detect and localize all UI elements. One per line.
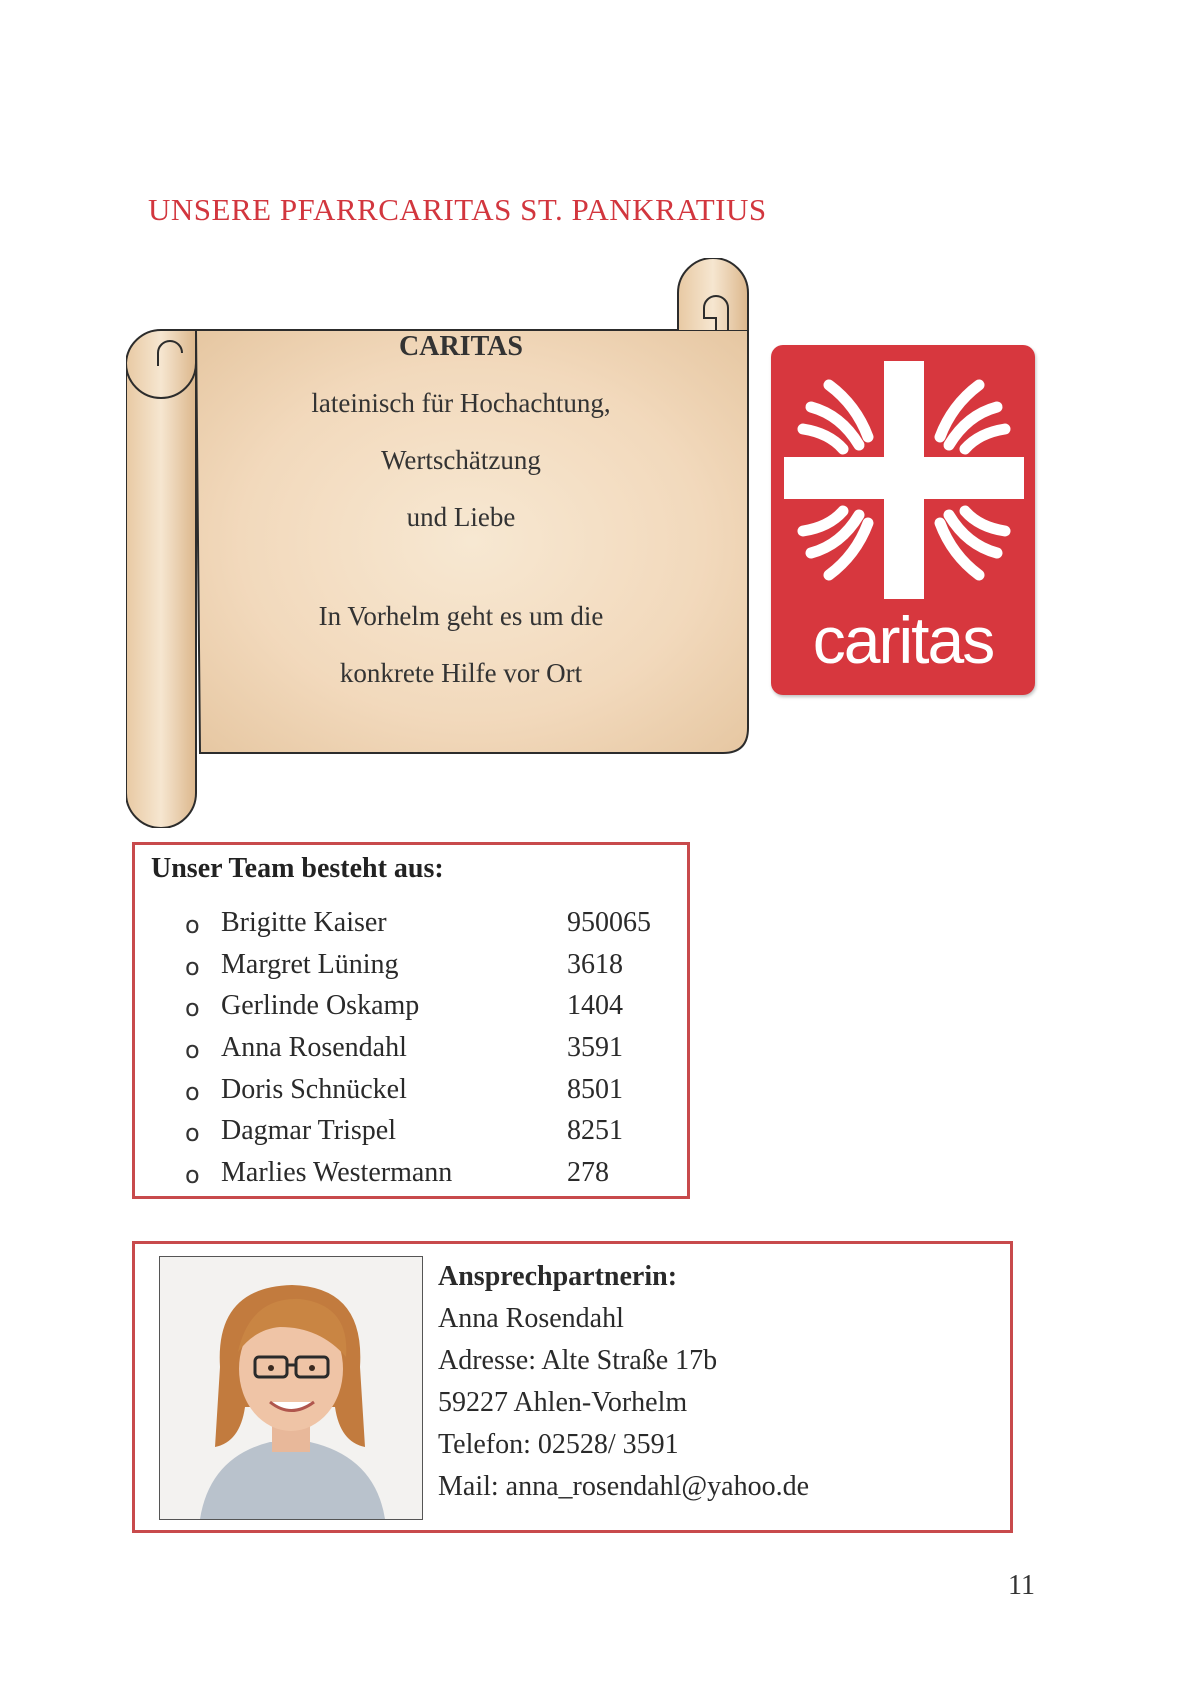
member-name: Marlies Westermann (221, 1157, 453, 1189)
contact-box (132, 1241, 1013, 1533)
contact-phone: Telefon: 02528/ 3591 (438, 1429, 679, 1460)
member-phone: 1404 (567, 990, 623, 1022)
member-name: Anna Rosendahl (221, 1032, 407, 1064)
contact-address-2: 59227 Ahlen-Vorhelm (438, 1387, 688, 1418)
team-list (135, 907, 687, 1199)
member-phone: 278 (567, 1157, 609, 1189)
caritas-logo-word: caritas (812, 603, 994, 677)
member-name: Gerlinde Oskamp (221, 990, 420, 1022)
bullet-icon: o (185, 1036, 200, 1065)
contact-name: Anna Rosendahl (438, 1303, 624, 1334)
scroll-line-1: lateinisch für Hochachtung, (311, 388, 611, 418)
scroll-text (216, 318, 706, 702)
parchment-scroll (126, 258, 756, 828)
member-name: Brigitte Kaiser (221, 907, 387, 938)
bullet-icon: o (185, 911, 200, 939)
bullet-icon: o (185, 994, 200, 1023)
list-item (135, 1115, 687, 1157)
member-phone: 8501 (567, 1073, 623, 1105)
list-item (135, 990, 687, 1032)
page-number: 11 (1008, 1570, 1035, 1601)
bullet-icon: o (185, 1119, 200, 1148)
contact-mail[interactable]: Mail: anna_rosendahl@yahoo.de (438, 1471, 810, 1502)
team-title: Unser Team besteht aus: (151, 853, 444, 884)
list-item (135, 1032, 687, 1074)
member-name: Doris Schnückel (221, 1073, 407, 1105)
member-phone: 3618 (567, 948, 623, 980)
list-item (135, 1074, 687, 1116)
scroll-line-5: konkrete Hilfe vor Ort (339, 658, 583, 688)
scroll-heading: CARITAS (399, 331, 523, 362)
list-item (135, 907, 687, 949)
bullet-icon: o (185, 952, 200, 981)
team-box (132, 842, 690, 1199)
member-phone: 950065 (567, 907, 651, 938)
caritas-logo (771, 345, 1035, 695)
caritas-cross-icon (771, 345, 1035, 615)
member-name: Margret Lüning (221, 948, 399, 980)
bullet-icon: o (185, 1077, 200, 1106)
page-title: UNSERE PFARRCARITAS ST. PANKRATIUS (148, 192, 767, 227)
contact-label: Ansprechpartnerin: (438, 1261, 678, 1292)
contact-details (438, 1256, 809, 1508)
bullet-icon: o (185, 1161, 200, 1190)
list-item (135, 949, 687, 991)
scroll-line-4: In Vorhelm geht es um die (318, 601, 604, 631)
scroll-line-3: und Liebe (406, 502, 516, 532)
contact-portrait (159, 1256, 423, 1520)
scroll-line-2: Wertschätzung (381, 445, 541, 475)
member-name: Dagmar Trispel (221, 1115, 396, 1147)
member-phone: 8251 (567, 1115, 623, 1147)
list-item (135, 1157, 687, 1199)
member-phone: 3591 (567, 1032, 623, 1064)
portrait-photo (160, 1257, 422, 1519)
contact-address-1: Adresse: Alte Straße 17b (438, 1345, 718, 1376)
